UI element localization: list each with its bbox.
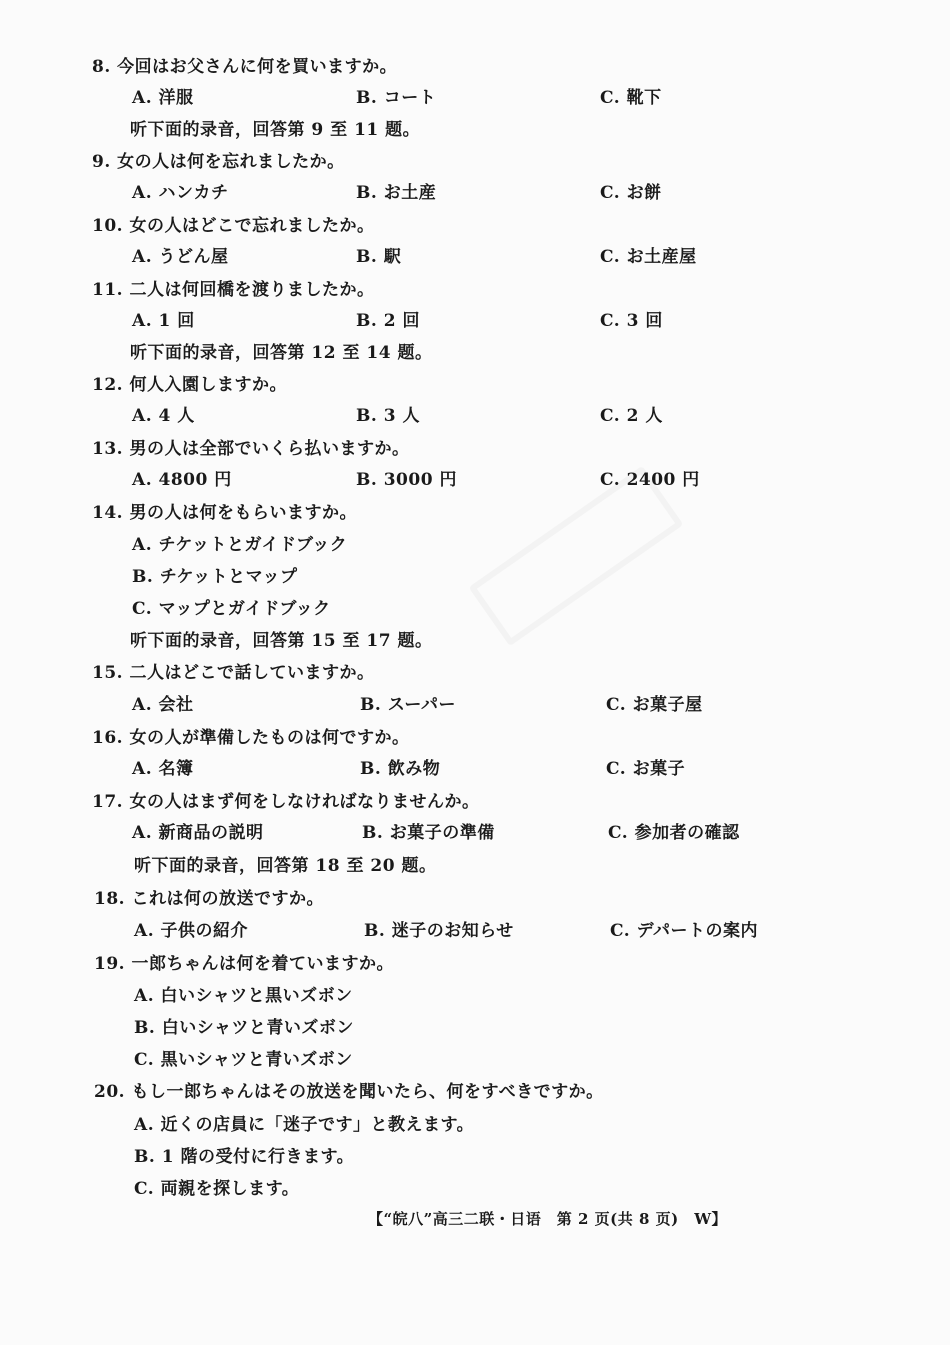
question-8-option-b: B. コート xyxy=(356,88,437,108)
question-19-option-a: A. 白いシャツと黒いズボン xyxy=(134,986,353,1006)
listening-instruction-12-14: 听下面的录音，回答第 12 至 14 题。 xyxy=(130,343,433,363)
question-14-option-b: B. チケットとマップ xyxy=(132,567,298,587)
question-20-option-a: A. 近くの店員に「迷子です」と教えます。 xyxy=(134,1115,475,1135)
question-11-option-c: C. 3 回 xyxy=(600,311,663,331)
question-16-stem: 16. 女の人が準備したものは何ですか。 xyxy=(92,728,410,748)
question-12-option-b: B. 3 人 xyxy=(356,406,420,426)
question-9-option-c: C. お餅 xyxy=(600,183,662,203)
question-10-option-c: C. お土産屋 xyxy=(600,247,697,267)
question-10-option-b: B. 駅 xyxy=(356,247,402,267)
listening-instruction-18-20: 听下面的录音，回答第 18 至 20 题。 xyxy=(134,856,437,876)
question-17-stem: 17. 女の人はまず何をしなければなりませんか。 xyxy=(92,792,480,812)
question-15-stem: 15. 二人はどこで話していますか。 xyxy=(92,663,375,683)
question-9-option-a: A. ハンカチ xyxy=(132,183,229,203)
question-12-stem: 12. 何人入園しますか。 xyxy=(92,375,287,395)
question-19-stem: 19. 一郎ちゃんは何を着ていますか。 xyxy=(94,954,394,974)
question-16-option-a: A. 名簿 xyxy=(132,759,194,779)
question-13-option-c: C. 2400 円 xyxy=(600,470,700,490)
question-15-option-a: A. 会社 xyxy=(132,695,194,715)
question-11-option-a: A. 1 回 xyxy=(132,311,195,331)
question-20-option-c: C. 両親を探します。 xyxy=(134,1179,300,1199)
question-10-option-a: A. うどん屋 xyxy=(132,247,229,267)
page-footer: 【“皖八”高三二联・日语 第 2 页(共 8 页) W】 xyxy=(368,1210,728,1228)
question-17-option-c: C. 参加者の確認 xyxy=(608,823,740,843)
question-8-stem: 8. 今回はお父さんに何を買いますか。 xyxy=(92,57,398,77)
question-13-option-b: B. 3000 円 xyxy=(356,470,457,490)
question-19-option-c: C. 黒いシャツと青いズボン xyxy=(134,1050,353,1070)
question-16-option-b: B. 飲み物 xyxy=(360,759,441,779)
question-14-option-a: A. チケットとガイドブック xyxy=(132,535,348,555)
faint-watermark-mark xyxy=(469,466,684,647)
question-18-option-b: B. 迷子のお知らせ xyxy=(364,921,514,941)
question-17-option-b: B. お菓子の準備 xyxy=(362,823,495,843)
question-8-option-a: A. 洋服 xyxy=(132,88,194,108)
question-12-option-c: C. 2 人 xyxy=(600,406,663,426)
question-13-option-a: A. 4800 円 xyxy=(132,470,232,490)
question-20-option-b: B. 1 階の受付に行きます。 xyxy=(134,1147,355,1167)
question-16-option-c: C. お菓子 xyxy=(606,759,686,779)
question-17-option-a: A. 新商品の説明 xyxy=(132,823,264,843)
listening-instruction-9-11: 听下面的录音，回答第 9 至 11 题。 xyxy=(130,120,421,140)
question-14-stem: 14. 男の人は何をもらいますか。 xyxy=(92,503,357,523)
question-11-stem: 11. 二人は何回橋を渡りましたか。 xyxy=(92,280,375,300)
question-18-option-a: A. 子供の紹介 xyxy=(134,921,249,941)
question-19-option-b: B. 白いシャツと青いズボン xyxy=(134,1018,354,1038)
question-15-option-b: B. スーパー xyxy=(360,695,457,715)
question-14-option-c: C. マップとガイドブック xyxy=(132,599,331,619)
question-11-option-b: B. 2 回 xyxy=(356,311,420,331)
question-18-option-c: C. デパートの案内 xyxy=(610,921,759,941)
question-10-stem: 10. 女の人はどこで忘れましたか。 xyxy=(92,216,375,236)
question-20-stem: 20. もし一郎ちゃんはその放送を聞いたら、何をすべきですか。 xyxy=(94,1082,604,1102)
question-9-option-b: B. お土産 xyxy=(356,183,437,203)
question-13-stem: 13. 男の人は全部でいくら払いますか。 xyxy=(92,439,410,459)
question-15-option-c: C. お菓子屋 xyxy=(606,695,703,715)
listening-instruction-15-17: 听下面的录音，回答第 15 至 17 题。 xyxy=(130,631,433,651)
question-18-stem: 18. これは何の放送ですか。 xyxy=(94,889,324,909)
question-8-option-c: C. 靴下 xyxy=(600,88,662,108)
question-9-stem: 9. 女の人は何を忘れましたか。 xyxy=(92,152,345,172)
question-12-option-a: A. 4 人 xyxy=(132,406,195,426)
